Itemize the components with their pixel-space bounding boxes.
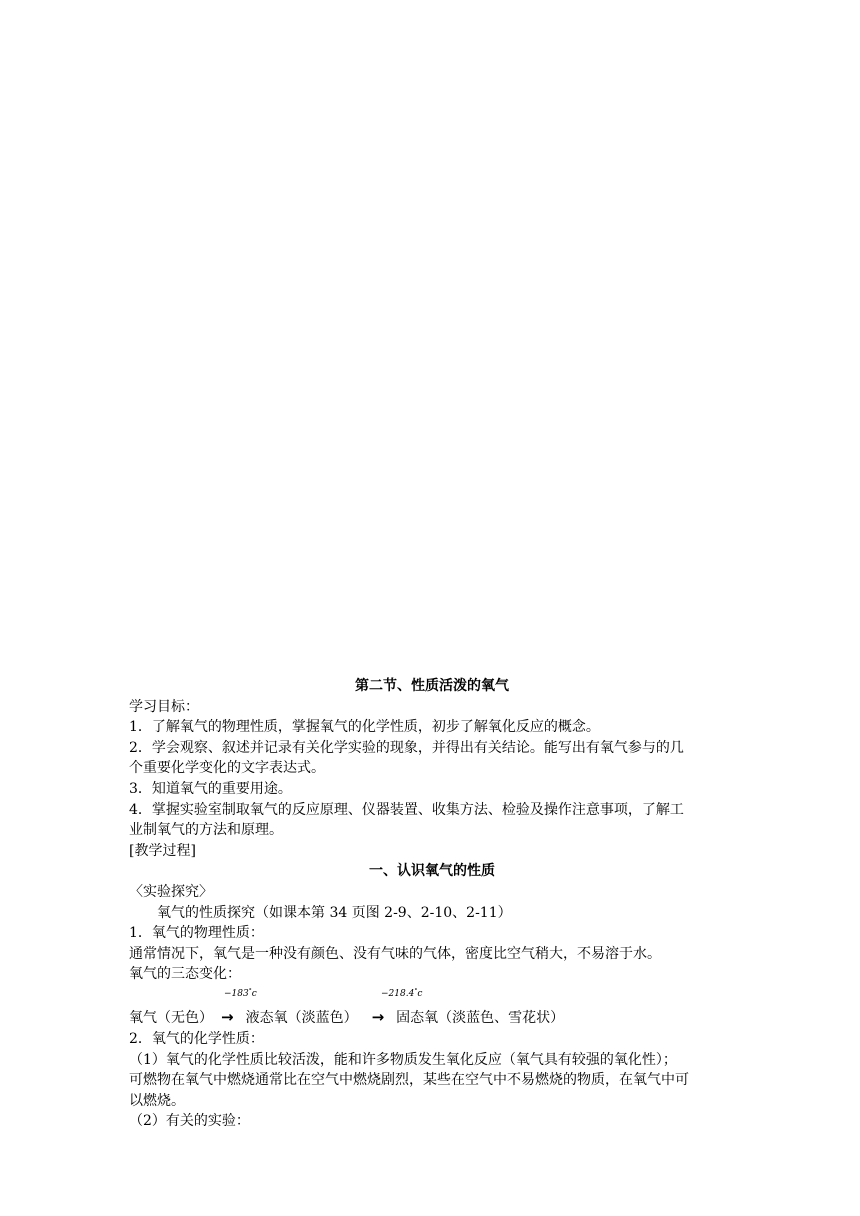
three-states-heading: 氧气的三态变化： [129, 966, 241, 983]
degree-mark-1: ° [248, 987, 252, 995]
experiment-description: 氧气的性质探究（如课本第 34 页图 2-9、2-10、2-11） [157, 904, 512, 921]
objective-item-2: 2．学会观察、叙述并记录有关化学实验的现象，并得出有关结论。能写出有氧气参与的几 [129, 739, 684, 756]
page-title: 第二节、性质活泼的氧气 [355, 678, 509, 694]
physical-properties-heading: 1．氧气的物理性质： [129, 925, 264, 942]
chemical-property-1-line-2: 可燃物在氧气中燃烧通常比在空气中燃烧剧烈，某些在空气中不易燃烧的物质，在氧气中可 [129, 1072, 689, 1089]
condition-unit-1: c [251, 988, 257, 999]
arrow-icon-1: → [221, 1007, 234, 1026]
state-change-equation [129, 985, 735, 1029]
objective-item-4-cont: 业制氧气的方法和原理。 [129, 822, 283, 839]
objectives-heading: 学习目标： [129, 698, 199, 715]
chemical-property-1-line-1: （1）氧气的化学性质比较活泼，能和许多物质发生氧化反应（氧气具有较强的氧化性）； [129, 1051, 677, 1068]
condition-label-1 [224, 989, 257, 999]
section-heading: 一、认识氧气的性质 [369, 863, 495, 880]
condition-unit-2: c [417, 988, 423, 999]
document-body [129, 676, 735, 1132]
teaching-process-label: [教学过程] [129, 842, 196, 859]
chemical-properties-heading: 2．氧气的化学性质： [129, 1030, 264, 1047]
state-liquid: 液态氧（淡蓝色） [245, 1009, 358, 1026]
physical-properties-text: 通常情况下，氧气是一种没有颜色、没有气味的气体，密度比空气稍大，不易溶于水。 [129, 945, 661, 962]
objective-item-4: 4．掌握实验室制取氧气的反应原理、仪器装置、收集方法、检验及操作注意事项，了解工 [129, 801, 684, 818]
degree-mark-2: ° [414, 987, 418, 995]
state-gas: 氧气（无色） [129, 1009, 213, 1026]
condition-label-2 [381, 989, 422, 999]
arrow-icon-2: → [371, 1007, 385, 1026]
objective-item-1: 1．了解氧气的物理性质，掌握氧气的化学性质，初步了解氧化反应的概念。 [129, 719, 600, 736]
chemical-property-2: （2）有关的实验： [129, 1113, 250, 1130]
objective-item-2-cont: 个重要化学变化的文字表达式。 [129, 760, 325, 777]
condition-value-2: −218.4 [381, 988, 415, 999]
state-solid: 固态氧（淡蓝色、雪花状） [396, 1009, 565, 1026]
experiment-label: 〈实验探究〉 [129, 883, 213, 900]
chemical-property-1-line-3: 以燃烧。 [129, 1092, 185, 1109]
state-line [129, 1007, 564, 1029]
objective-item-3: 3．知道氧气的重要用途。 [129, 780, 292, 797]
condition-value-1: −183 [224, 988, 249, 999]
